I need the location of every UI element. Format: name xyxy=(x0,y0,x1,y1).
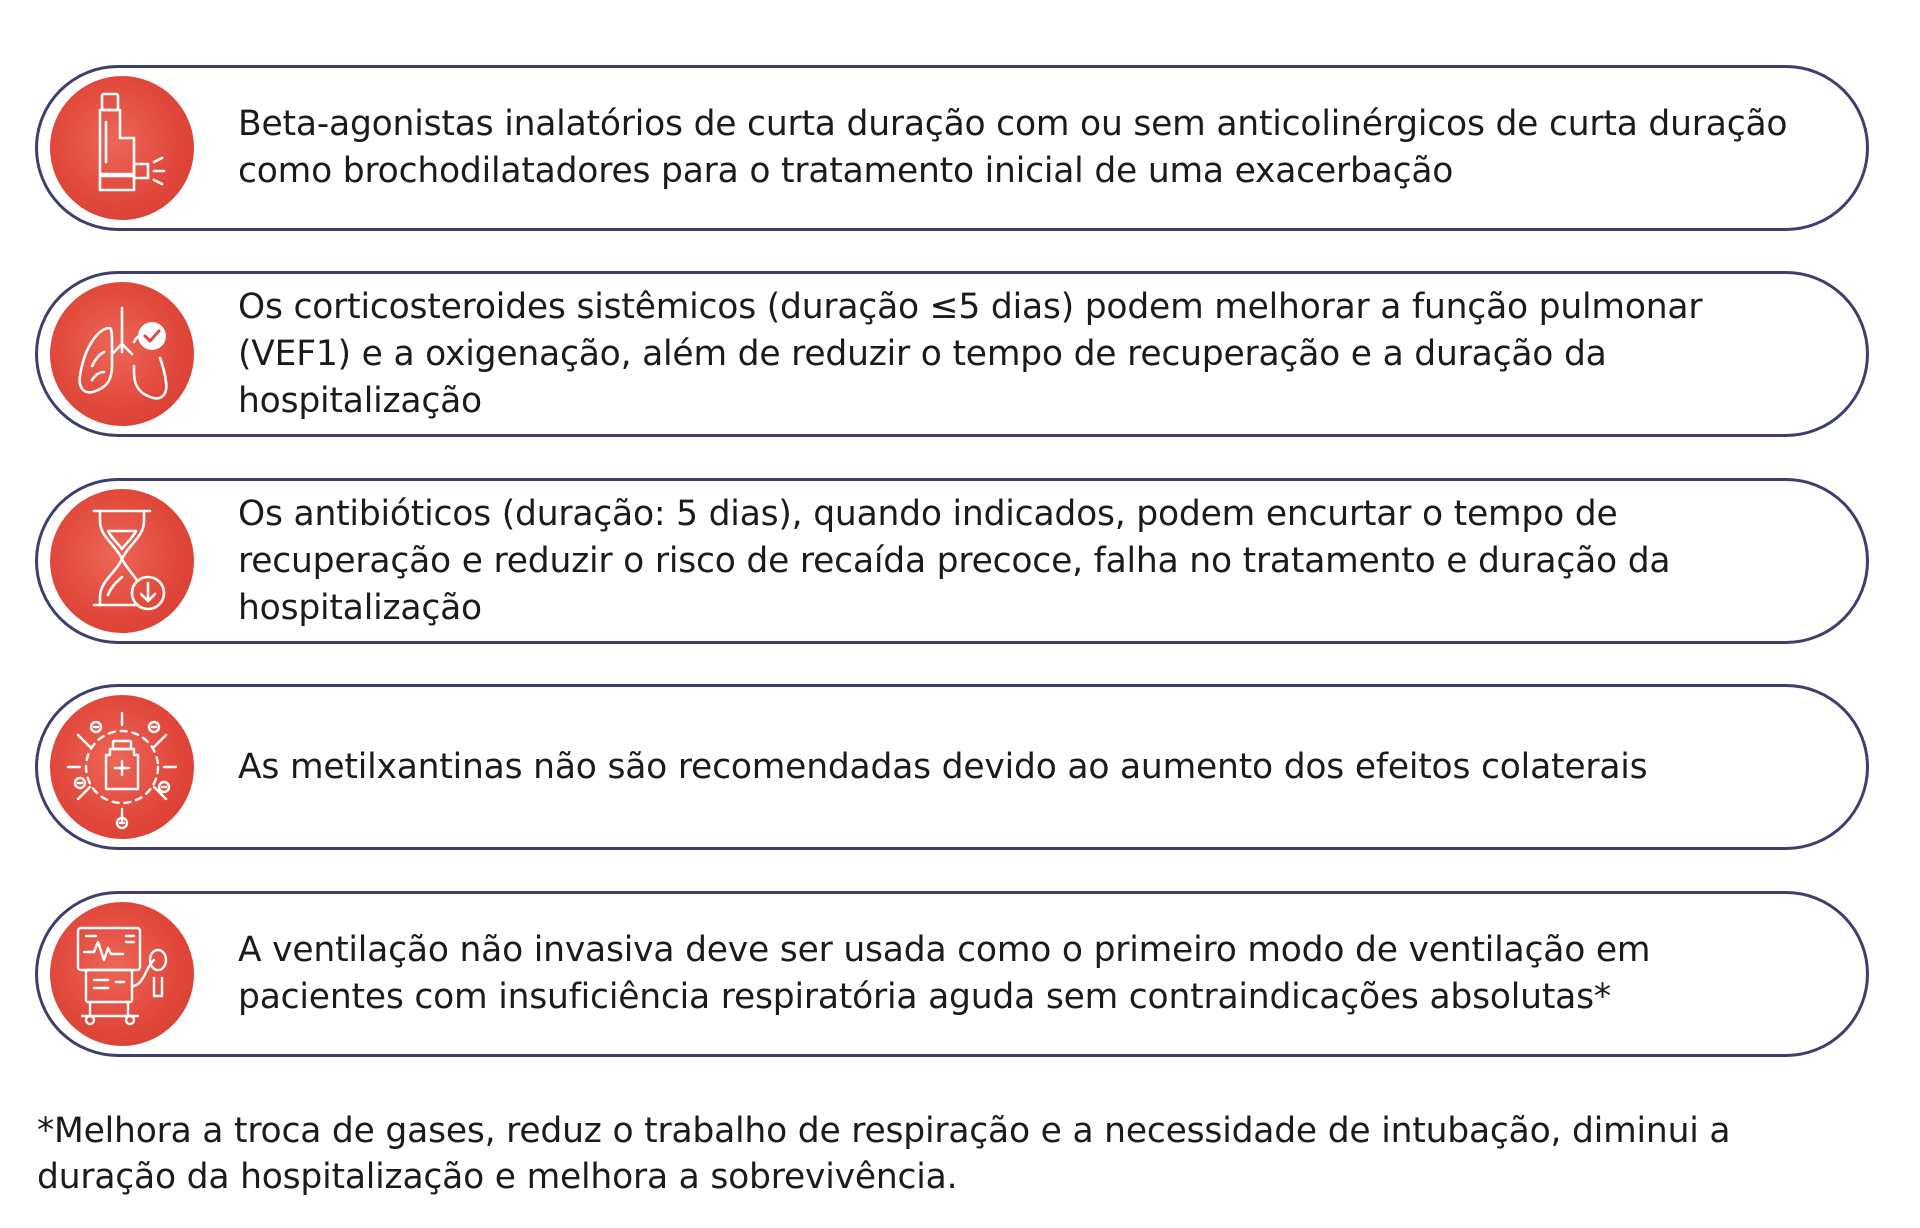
hourglass-icon xyxy=(50,489,194,633)
recommendation-card-3 xyxy=(35,478,1869,644)
recommendation-text-5: A ventilação não invasiva deve ser usada como o primeiro modo de ventilação em pacientes com insuficiência respiratória aguda sem contraindicações absolutas* xyxy=(238,930,1651,1017)
recommendation-card-4 xyxy=(35,684,1869,850)
footnote: *Melhora a troca de gases, reduz o trabalho de respiração e a necessidade de intubação, diminui a duração da hospitalização e melhora a sobrevivência. xyxy=(37,1111,1731,1197)
lungs-check-icon xyxy=(50,282,194,426)
medicine-bottle-icon xyxy=(50,695,194,839)
inhaler-icon xyxy=(50,76,194,220)
recommendation-card-5 xyxy=(35,891,1869,1057)
recommendation-text-3: Os antibióticos (duração: 5 dias), quando indicados, podem encurtar o tempo de recuperação e reduzir o risco de recaída precoce, falha no tratamento e duração da hospitalização xyxy=(238,493,1671,628)
ventilator-icon xyxy=(50,902,194,1046)
recommendation-text-4: As metilxantinas não são recomendadas devido ao aumento dos efeitos colaterais xyxy=(238,746,1648,787)
recommendation-text-1: Beta-agonistas inalatórios de curta duração com ou sem anticolinérgicos de curta duração como brochodilatadores para o tratamento inicial de uma exacerbação xyxy=(238,104,1788,191)
recommendation-text-2: Os corticosteroides sistêmicos (duração ≤5 dias) podem melhorar a função pulmonar (VEF1) e a oxigenação, além de reduzir o tempo de recuperação e a duração da hospitalização xyxy=(238,286,1703,421)
recommendation-card-2 xyxy=(35,271,1869,437)
recommendation-card-1 xyxy=(35,65,1869,231)
